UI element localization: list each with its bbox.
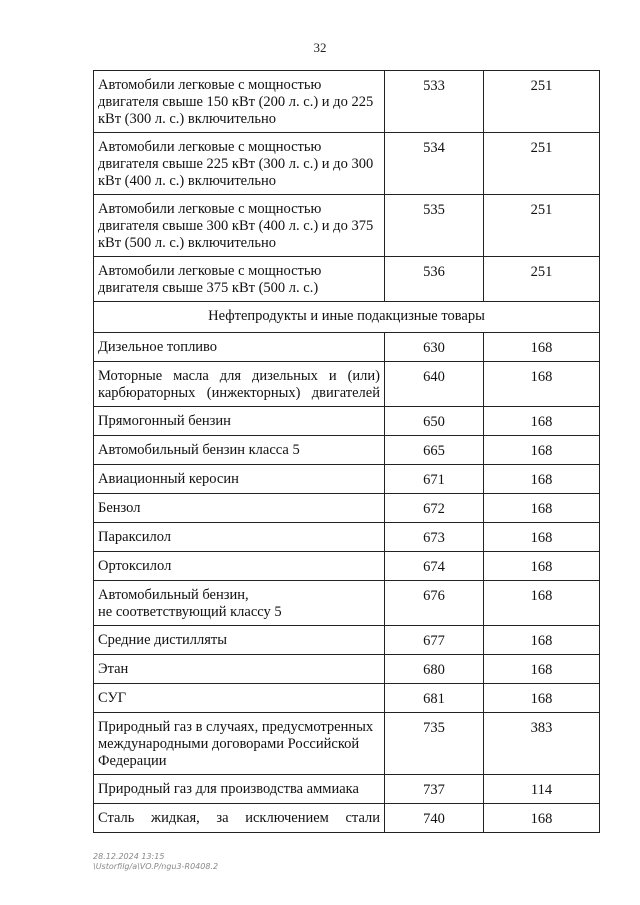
product-name-cell: Бензол bbox=[94, 494, 385, 523]
product-code-cell: 650 bbox=[385, 407, 484, 436]
rate-cell: 168 bbox=[484, 362, 600, 407]
product-code-cell: 536 bbox=[385, 257, 484, 302]
product-name-cell: Прямогонный бензин bbox=[94, 407, 385, 436]
table-row bbox=[94, 465, 600, 494]
product-name-cell: СУГ bbox=[94, 684, 385, 713]
table-row bbox=[94, 494, 600, 523]
product-code-cell: 671 bbox=[385, 465, 484, 494]
product-code-cell: 740 bbox=[385, 804, 484, 833]
rate-cell: 168 bbox=[484, 523, 600, 552]
rate-cell: 168 bbox=[484, 626, 600, 655]
document-table bbox=[93, 70, 600, 833]
product-code-cell: 735 bbox=[385, 713, 484, 775]
footer-line-2: \Ustorfilg/a\VO.P/ngu3-R0408.2 bbox=[93, 862, 219, 871]
table-row bbox=[94, 713, 600, 775]
product-name-cell: Автомобили легковые с мощностью двигателя свыше 150 кВт (200 л. с.) и до 225 кВт (300 л. с.) включительно bbox=[94, 71, 385, 133]
rate-cell: 168 bbox=[484, 494, 600, 523]
rate-cell: 168 bbox=[484, 804, 600, 833]
rate-cell: 168 bbox=[484, 465, 600, 494]
product-code-cell: 681 bbox=[385, 684, 484, 713]
product-name-cell: Автомобильный бензин, не соответствующий классу 5 bbox=[94, 581, 385, 626]
rate-cell: 168 bbox=[484, 552, 600, 581]
product-code-cell: 673 bbox=[385, 523, 484, 552]
footer-line-1: 28.12.2024 13:15 bbox=[93, 852, 165, 861]
product-name-cell: Автомобильный бензин класса 5 bbox=[94, 436, 385, 465]
product-code-cell: 533 bbox=[385, 71, 484, 133]
product-code-cell: 630 bbox=[385, 333, 484, 362]
section-title: Нефтепродукты и иные подакцизные товары bbox=[94, 302, 600, 333]
product-code-cell: 737 bbox=[385, 775, 484, 804]
product-code-cell: 535 bbox=[385, 195, 484, 257]
table-row bbox=[94, 333, 600, 362]
rate-cell: 251 bbox=[484, 257, 600, 302]
product-name-cell: Сталь жидкая, за исключением стали bbox=[94, 804, 385, 833]
table-row bbox=[94, 436, 600, 465]
rate-cell: 168 bbox=[484, 655, 600, 684]
rate-cell: 168 bbox=[484, 333, 600, 362]
table-row bbox=[94, 133, 600, 195]
rate-cell: 251 bbox=[484, 195, 600, 257]
product-code-cell: 534 bbox=[385, 133, 484, 195]
table-row bbox=[94, 655, 600, 684]
product-name-cell: Дизельное топливо bbox=[94, 333, 385, 362]
rate-cell: 251 bbox=[484, 71, 600, 133]
product-name-cell: Автомобили легковые с мощностью двигателя свыше 225 кВт (300 л. с.) и до 300 кВт (400 л. с.) включительно bbox=[94, 133, 385, 195]
table-row bbox=[94, 257, 600, 302]
table-row bbox=[94, 581, 600, 626]
rate-cell: 114 bbox=[484, 775, 600, 804]
product-name-cell: Параксилол bbox=[94, 523, 385, 552]
product-code-cell: 674 bbox=[385, 552, 484, 581]
table-row bbox=[94, 626, 600, 655]
table-row bbox=[94, 552, 600, 581]
product-code-cell: 676 bbox=[385, 581, 484, 626]
product-name-cell: Природный газ для производства аммиака bbox=[94, 775, 385, 804]
table-row bbox=[94, 71, 600, 133]
table-row bbox=[94, 407, 600, 436]
product-name-cell: Природный газ в случаях, предусмотренных международными договорами Российской Федерации bbox=[94, 713, 385, 775]
product-code-cell: 640 bbox=[385, 362, 484, 407]
product-code-cell: 665 bbox=[385, 436, 484, 465]
rate-cell: 168 bbox=[484, 581, 600, 626]
rate-cell: 168 bbox=[484, 684, 600, 713]
product-code-cell: 677 bbox=[385, 626, 484, 655]
table-row bbox=[94, 362, 600, 407]
rate-cell: 168 bbox=[484, 436, 600, 465]
table-row bbox=[94, 195, 600, 257]
product-name-cell: Этан bbox=[94, 655, 385, 684]
product-name-cell: Ортоксилол bbox=[94, 552, 385, 581]
page-number: 32 bbox=[313, 40, 327, 55]
table-row bbox=[94, 684, 600, 713]
section-header-row bbox=[94, 302, 600, 333]
product-name-cell: Автомобили легковые с мощностью двигателя свыше 300 кВт (400 л. с.) и до 375 кВт (500 л. с.) включительно bbox=[94, 195, 385, 257]
rate-cell: 251 bbox=[484, 133, 600, 195]
table-row bbox=[94, 523, 600, 552]
table-body bbox=[94, 71, 600, 833]
table-row bbox=[94, 775, 600, 804]
product-code-cell: 672 bbox=[385, 494, 484, 523]
rate-cell: 168 bbox=[484, 407, 600, 436]
product-name-cell: Авиационный керосин bbox=[94, 465, 385, 494]
footer-stamp bbox=[93, 852, 218, 872]
product-name-cell: Моторные масла для дизельных и (или) карбюраторных (инжекторных) двигателей bbox=[94, 362, 385, 407]
product-code-cell: 680 bbox=[385, 655, 484, 684]
product-name-cell: Автомобили легковые с мощностью двигателя свыше 375 кВт (500 л. с.) bbox=[94, 257, 385, 302]
table-row bbox=[94, 804, 600, 833]
product-name-cell: Средние дистилляты bbox=[94, 626, 385, 655]
rate-cell: 383 bbox=[484, 713, 600, 775]
